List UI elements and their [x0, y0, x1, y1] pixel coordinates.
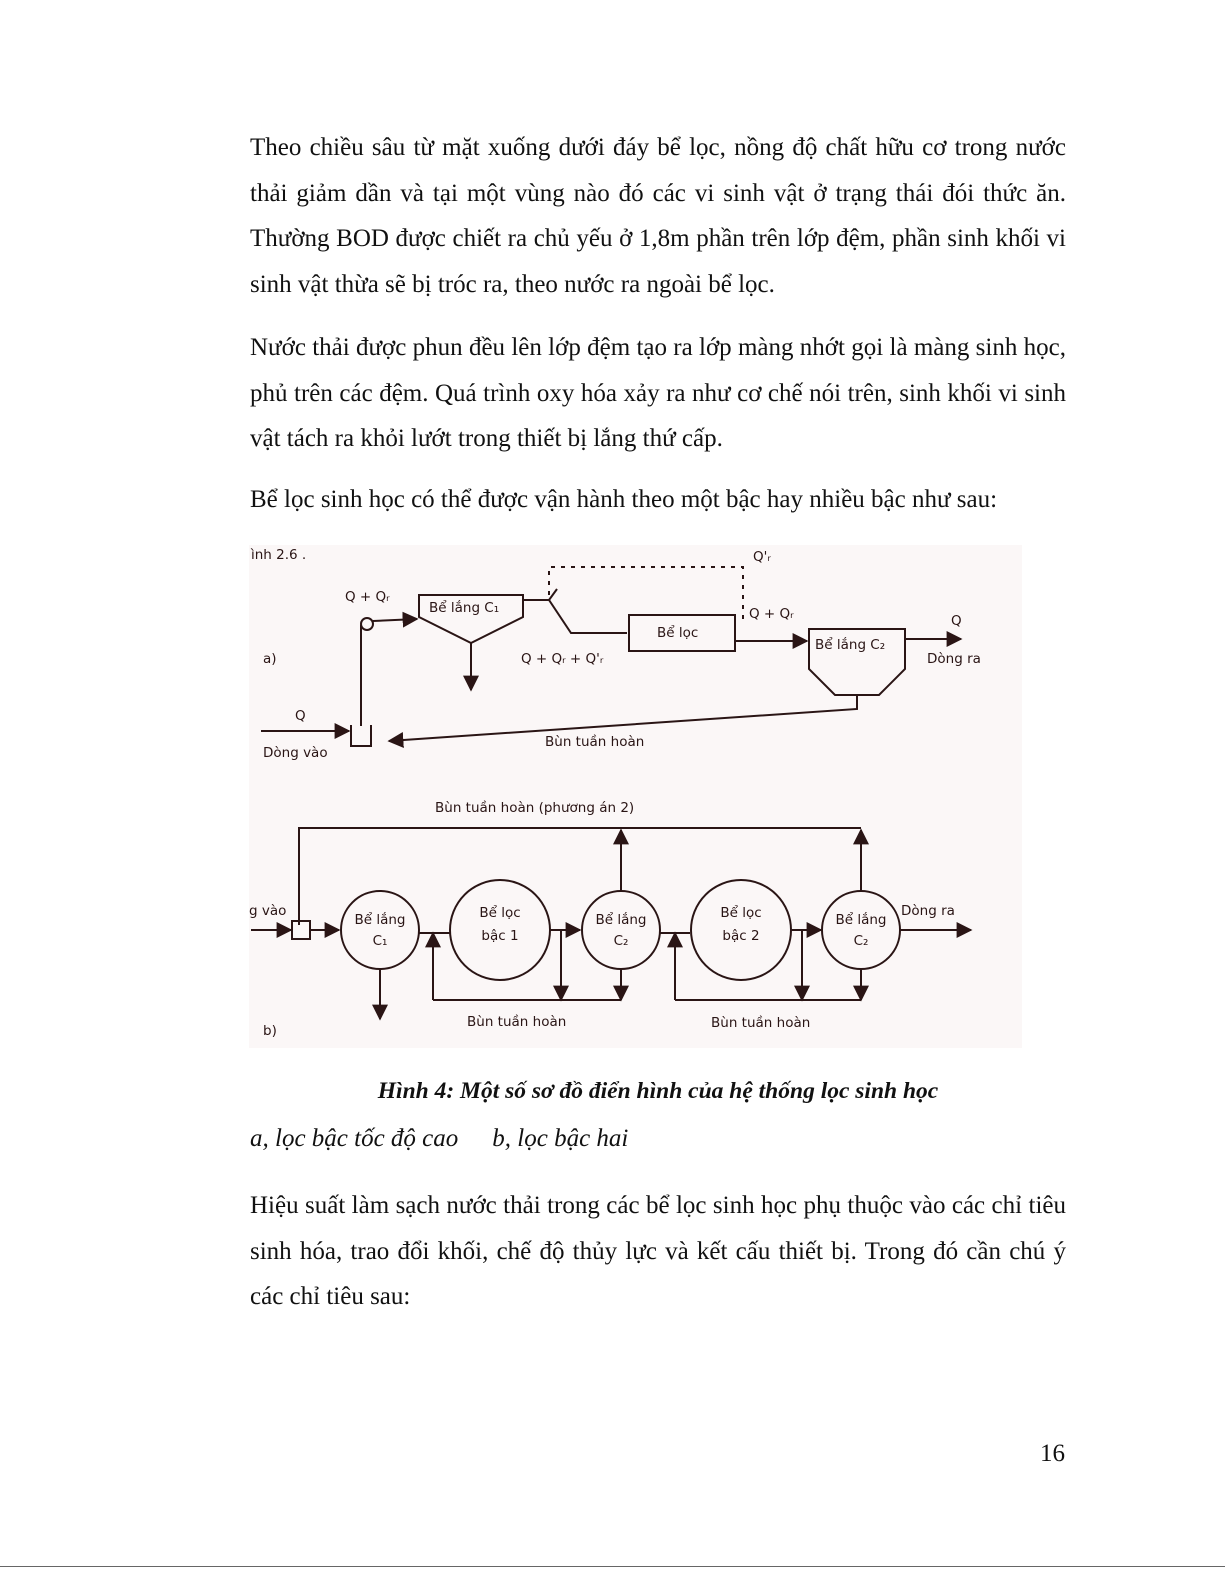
recycle-top: Q'ᵣ — [753, 549, 771, 565]
figure-caption-sub — [250, 1125, 628, 1153]
filter-label-a: Bể lọc — [657, 625, 699, 641]
figure-caption-title: Hình 4: Một số sơ đồ điển hình của hệ thống lọc sinh học — [377, 1078, 939, 1104]
biofilter-diagram — [249, 545, 1022, 1048]
paragraph-2: Nước thải được phun đều lên lớp đệm tạo ra lớp màng nhớt gọi là màng sinh học, phủ trên các đệm. Quá trình oxy hóa xảy ra như cơ chế nói trên, sinh khối vi sinh vật tách ra khỏi lướt trong thiết bị lắng thứ cấp. — [250, 334, 1066, 452]
settler2b-l1: Bể lắng — [835, 912, 887, 928]
inflow-a: Dòng vào — [263, 745, 328, 761]
sludge-return-b1: Bùn tuần hoàn — [467, 1014, 567, 1030]
q-out: Q — [951, 613, 962, 629]
inflow-b: g vào — [249, 903, 287, 919]
figure-background — [249, 545, 1022, 1048]
settler1-b-l2: C₁ — [372, 933, 388, 949]
flow-in-top: Q + Qᵣ — [345, 589, 390, 605]
settler2a-l2: C₂ — [613, 933, 629, 949]
sludge-return-b2: Bùn tuần hoàn — [711, 1015, 811, 1031]
settler2-label-a: Bể lắng C₂ — [815, 637, 886, 653]
settler1-label-a: Bể lắng C₁ — [429, 600, 500, 616]
paragraph-1: Theo chiều sâu từ mặt xuống dưới đáy bể lọc, nồng độ chất hữu cơ trong nước thải giảm dần và tại một vùng nào đó các vi sinh vật ở trạng thái đói thức ăn. Thường BOD được chiết ra chủ yếu ở 1,8m phần trên lớp đệm, phần sinh khối vi sinh vật thừa sẽ bị tróc ra, theo nước ra ngoài bể lọc. — [250, 134, 1066, 298]
flow-mid: Q + Qᵣ — [749, 606, 794, 622]
settler2a-l1: Bể lắng — [595, 912, 647, 928]
top-recycle-label: Bùn tuần hoàn (phương án 2) — [435, 800, 635, 816]
paragraph-3: Bể lọc sinh học có thể được vận hành theo một bậc hay nhiều bậc như sau: — [250, 486, 998, 513]
label-a: a) — [263, 651, 277, 667]
page-bottom-rule — [0, 1566, 1225, 1567]
filter1-l1: Bể lọc — [479, 905, 521, 921]
outflow-a: Dòng ra — [927, 651, 981, 667]
outflow-b: Dòng ra — [901, 903, 955, 919]
figure-header: ình 2.6 . — [251, 547, 307, 563]
label-b: b) — [263, 1023, 277, 1039]
settler2b-l2: C₂ — [853, 933, 869, 949]
filter1-l2: bậc 1 — [481, 928, 519, 944]
paragraph-4: Hiệu suất làm sạch nước thải trong các bể lọc sinh học phụ thuộc vào các chỉ tiêu sinh hóa, trao đổi khối, chế độ thủy lực và kết cấu thiết bị. Trong đó cần chú ý các chỉ tiêu sau: — [250, 1192, 1066, 1310]
sludge-return-a: Bùn tuần hoàn — [545, 734, 645, 750]
filter2-l2: bậc 2 — [722, 928, 760, 944]
caption-sub-a: a, lọc bậc tốc độ cao — [250, 1125, 459, 1152]
q-in: Q — [295, 708, 306, 724]
settler1-b-l1: Bể lắng — [354, 912, 406, 928]
caption-sub-b: b, lọc bậc hai — [492, 1125, 629, 1152]
flow-split: Q + Qᵣ + Q'ᵣ — [521, 651, 604, 667]
page-number: 16 — [1040, 1440, 1065, 1467]
filter2-l1: Bể lọc — [720, 905, 762, 921]
